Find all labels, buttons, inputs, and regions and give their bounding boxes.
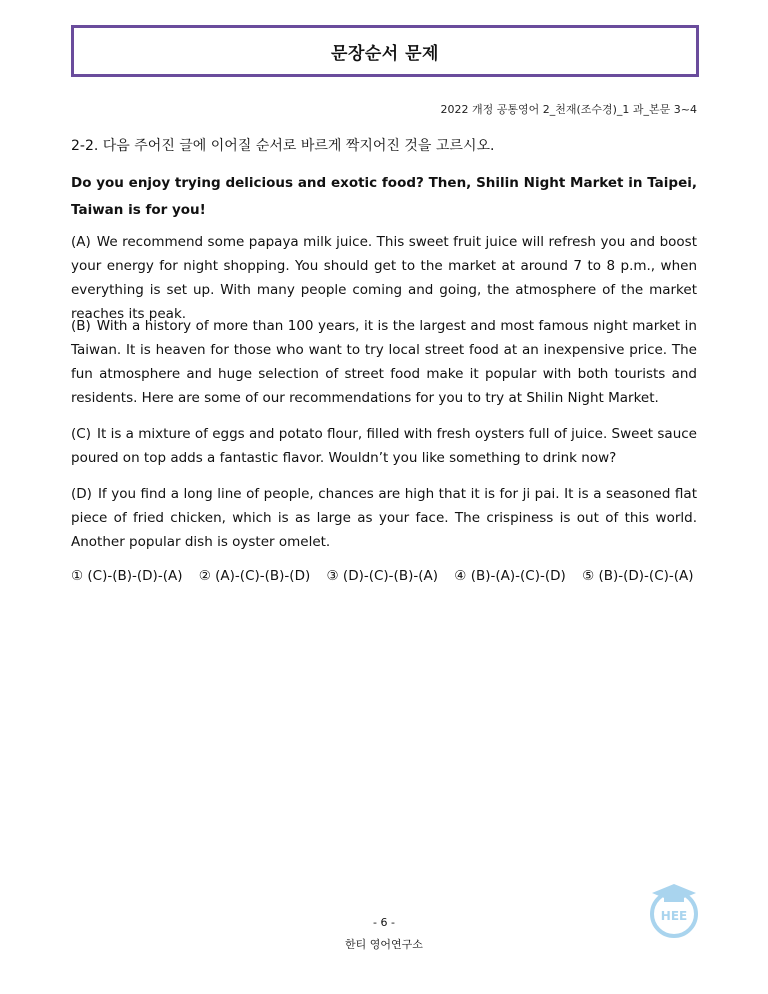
- footer-text: 한티 영어연구소: [345, 938, 423, 951]
- choice-2[interactable]: ② (A)-(C)-(B)-(D): [198, 568, 311, 584]
- paragraph-text: It is a mixture of eggs and potato flour, filled with fresh oysters full of juice. Sweet sauce poured on top adds a fantastic flavor. Wouldn’t you like something to drink now?: [71, 426, 697, 466]
- intro-text: Do you enjoy trying delicious and exotic food? Then, Shilin Night Market in Taipei, Taiwan is for you!: [71, 175, 697, 218]
- answer-choices: [71, 568, 706, 584]
- paragraph-label: (D): [71, 486, 92, 502]
- paragraph-b: [71, 314, 697, 410]
- paragraph-label: (C): [71, 426, 91, 442]
- choice-4[interactable]: ④ (B)-(A)-(C)-(D): [454, 568, 566, 584]
- choice-3[interactable]: ③ (D)-(C)-(B)-(A): [326, 568, 438, 584]
- page-number: - 6 -: [373, 916, 395, 929]
- paragraph-d: [71, 482, 697, 554]
- paragraph-c: [71, 422, 697, 470]
- paragraph-label: (B): [71, 318, 91, 334]
- choice-1[interactable]: ① (C)-(B)-(D)-(A): [71, 568, 183, 584]
- question-text: 2-2. 다음 주어진 글에 이어질 순서로 바르게 짝지어진 것을 고르시오.: [71, 138, 495, 154]
- choice-5[interactable]: ⑤ (B)-(D)-(C)-(A): [582, 568, 694, 584]
- logo-text: HEE: [660, 909, 688, 923]
- paragraph-label: (A): [71, 234, 91, 250]
- page-title: 문장순서 문제: [331, 43, 439, 64]
- paragraph-text: If you find a long line of people, chances are high that it is for ji pai. It is a seasoned flat piece of fried chicken, which is as large as your face. The crispiness is out of this world. Another popular dish is oyster omelet.: [71, 486, 697, 550]
- source-line: 2022 개정 공통영어 2_천재(조수경)_1 과_본문 3~4: [440, 103, 697, 116]
- paragraph-text: We recommend some papaya milk juice. This sweet fruit juice will refresh you and boost your energy for night shopping. You should get to the market at around 7 to 8 p.m., when everything is set up. With many people coming and going, the atmosphere of the market reaches its peak.: [71, 234, 697, 322]
- title-box: [71, 25, 699, 77]
- paragraph-a: [71, 230, 697, 326]
- paragraph-text: With a history of more than 100 years, it is the largest and most famous night market in Taiwan. It is heaven for those who want to try local street food at an inexpensive price. The fun atmosphere and huge selection of street food make it popular with both tourists and residents. Here are some of our recommendations for you to try at Shilin Night Market.: [71, 318, 697, 406]
- graduation-cap-logo-icon: [646, 882, 702, 938]
